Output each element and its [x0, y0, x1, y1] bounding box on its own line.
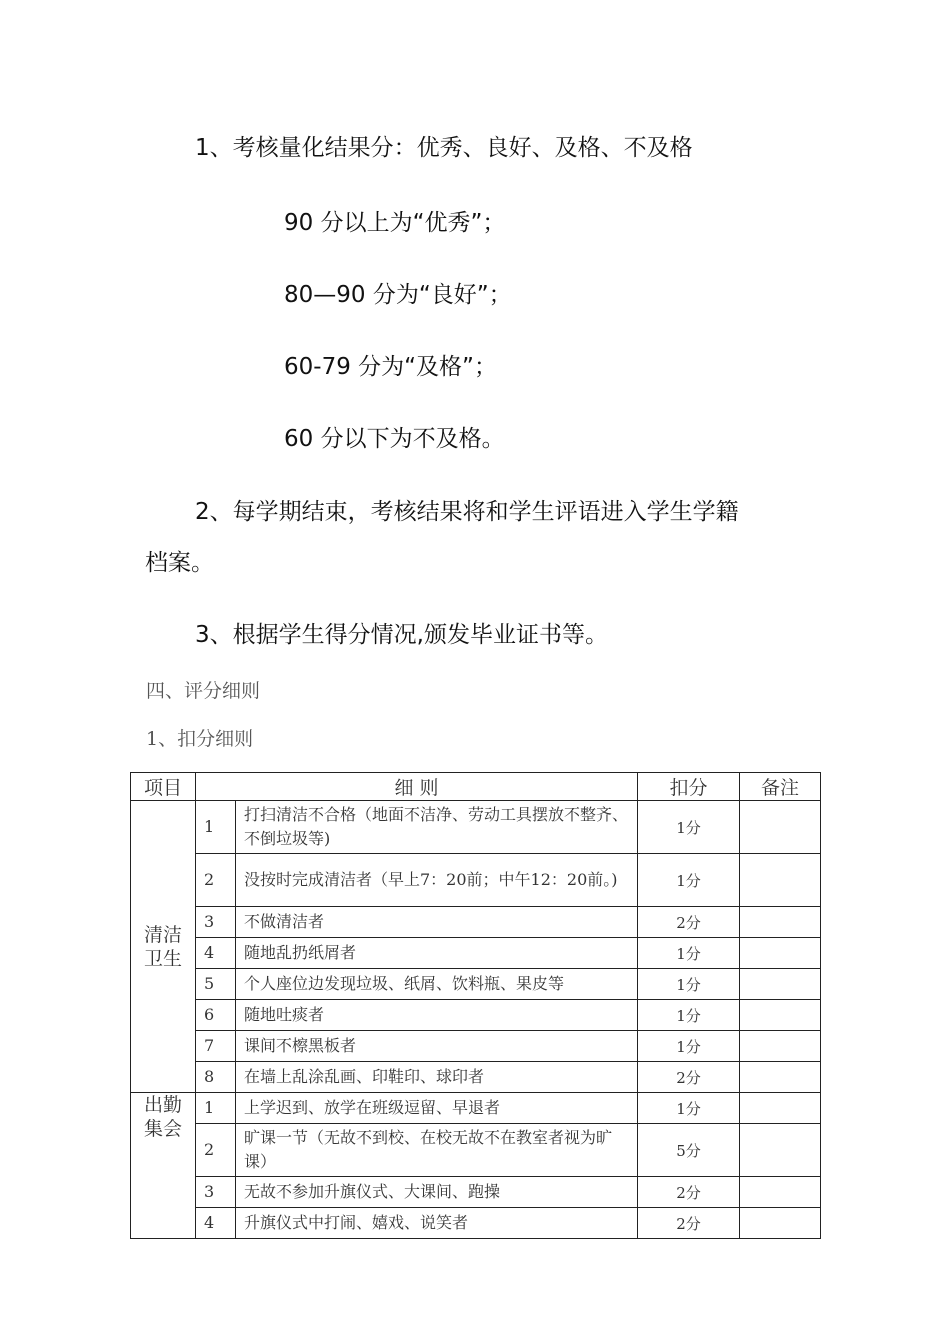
table-row	[131, 801, 821, 854]
table-row	[131, 1177, 821, 1208]
row-points: 1分	[638, 938, 740, 969]
row-detail: 个人座位边发现垃圾、纸屑、饮料瓶、果皮等	[236, 969, 638, 1000]
table-row	[131, 969, 821, 1000]
row-detail: 课间不檫黑板者	[236, 1031, 638, 1062]
row-number: 2	[196, 1124, 236, 1177]
row-points: 2分	[638, 1177, 740, 1208]
row-remark	[740, 969, 821, 1000]
row-number: 1	[196, 801, 236, 854]
row-number: 8	[196, 1062, 236, 1093]
row-detail: 无故不参加升旗仪式、大课间、跑操	[236, 1177, 638, 1208]
row-points: 1分	[638, 969, 740, 1000]
assessment-result-item: 1、考核量化结果分：优秀、良好、及格、不及格	[195, 135, 693, 161]
row-remark	[740, 1093, 821, 1124]
category-attendance-line1: 出勤	[143, 1094, 182, 1116]
row-points: 1分	[638, 1000, 740, 1031]
archive-item-line2: 档案。	[145, 550, 214, 576]
grade-pass: 60-79 分为“及格”；	[284, 354, 497, 380]
archive-item-line1: 2、每学期结束，考核结果将和学生评语进入学生学籍	[195, 499, 739, 525]
row-number: 1	[196, 1093, 236, 1124]
row-number: 7	[196, 1031, 236, 1062]
table-row	[131, 1124, 821, 1177]
table-row	[131, 907, 821, 938]
row-points: 5分	[638, 1124, 740, 1177]
table-row	[131, 1062, 821, 1093]
header-remark: 备注	[740, 773, 821, 801]
row-number: 4	[196, 1208, 236, 1239]
row-points: 1分	[638, 1093, 740, 1124]
table-row	[131, 1031, 821, 1062]
category-attendance-line2: 集会	[143, 1118, 182, 1140]
row-remark	[740, 1031, 821, 1062]
table-row	[131, 854, 821, 907]
category-cleaning-line2: 卫生	[143, 947, 182, 970]
row-detail: 上学迟到、放学在班级逗留、早退者	[236, 1093, 638, 1124]
row-detail: 打扫清洁不合格（地面不洁净、劳动工具摆放不整齐、不倒垃圾等)	[236, 801, 638, 854]
row-remark	[740, 1124, 821, 1177]
table-row	[131, 1000, 821, 1031]
grade-good: 80—90 分为“良好”；	[284, 282, 512, 308]
deduction-rules-table	[130, 772, 821, 1239]
category-attendance	[131, 1093, 196, 1239]
subsection-title: 1、扣分细则	[146, 728, 254, 750]
row-number: 4	[196, 938, 236, 969]
table-row	[131, 1208, 821, 1239]
row-detail: 随地乱扔纸屑者	[236, 938, 638, 969]
header-detail: 细 则	[196, 773, 638, 801]
grade-fail: 60 分以下为不及格。	[284, 426, 505, 452]
row-number: 5	[196, 969, 236, 1000]
grade-excellent: 90 分以上为“优秀”；	[284, 210, 506, 236]
header-category: 项目	[131, 773, 196, 801]
category-cleaning	[131, 801, 196, 1093]
row-remark	[740, 907, 821, 938]
row-points: 1分	[638, 854, 740, 907]
row-number: 2	[196, 854, 236, 907]
table-row	[131, 1093, 821, 1124]
row-points: 1分	[638, 1031, 740, 1062]
section-title: 四、评分细则	[146, 680, 261, 702]
row-detail: 升旗仪式中打闹、嬉戏、说笑者	[236, 1208, 638, 1239]
table-header-row	[131, 773, 821, 801]
row-remark	[740, 1000, 821, 1031]
row-number: 3	[196, 907, 236, 938]
row-number: 3	[196, 1177, 236, 1208]
row-detail: 随地吐痰者	[236, 1000, 638, 1031]
row-remark	[740, 938, 821, 969]
row-detail: 旷课一节（无故不到校、在校无故不在教室者视为旷课）	[236, 1124, 638, 1177]
row-points: 2分	[638, 1208, 740, 1239]
row-remark	[740, 1062, 821, 1093]
row-points: 1分	[638, 801, 740, 854]
row-detail: 在墙上乱涂乱画、印鞋印、球印者	[236, 1062, 638, 1093]
table-row	[131, 938, 821, 969]
row-points: 2分	[638, 1062, 740, 1093]
certificate-item: 3、根据学生得分情况,颁发毕业证书等。	[195, 622, 608, 648]
header-deduction: 扣分	[638, 773, 740, 801]
row-remark	[740, 1208, 821, 1239]
row-detail: 没按时完成清洁者（早上7：20前；中午12：20前。)	[236, 854, 638, 907]
row-detail: 不做清洁者	[236, 907, 638, 938]
row-remark	[740, 801, 821, 854]
category-cleaning-line1: 清洁	[143, 923, 182, 946]
row-points: 2分	[638, 907, 740, 938]
row-number: 6	[196, 1000, 236, 1031]
row-remark	[740, 1177, 821, 1208]
row-remark	[740, 854, 821, 907]
